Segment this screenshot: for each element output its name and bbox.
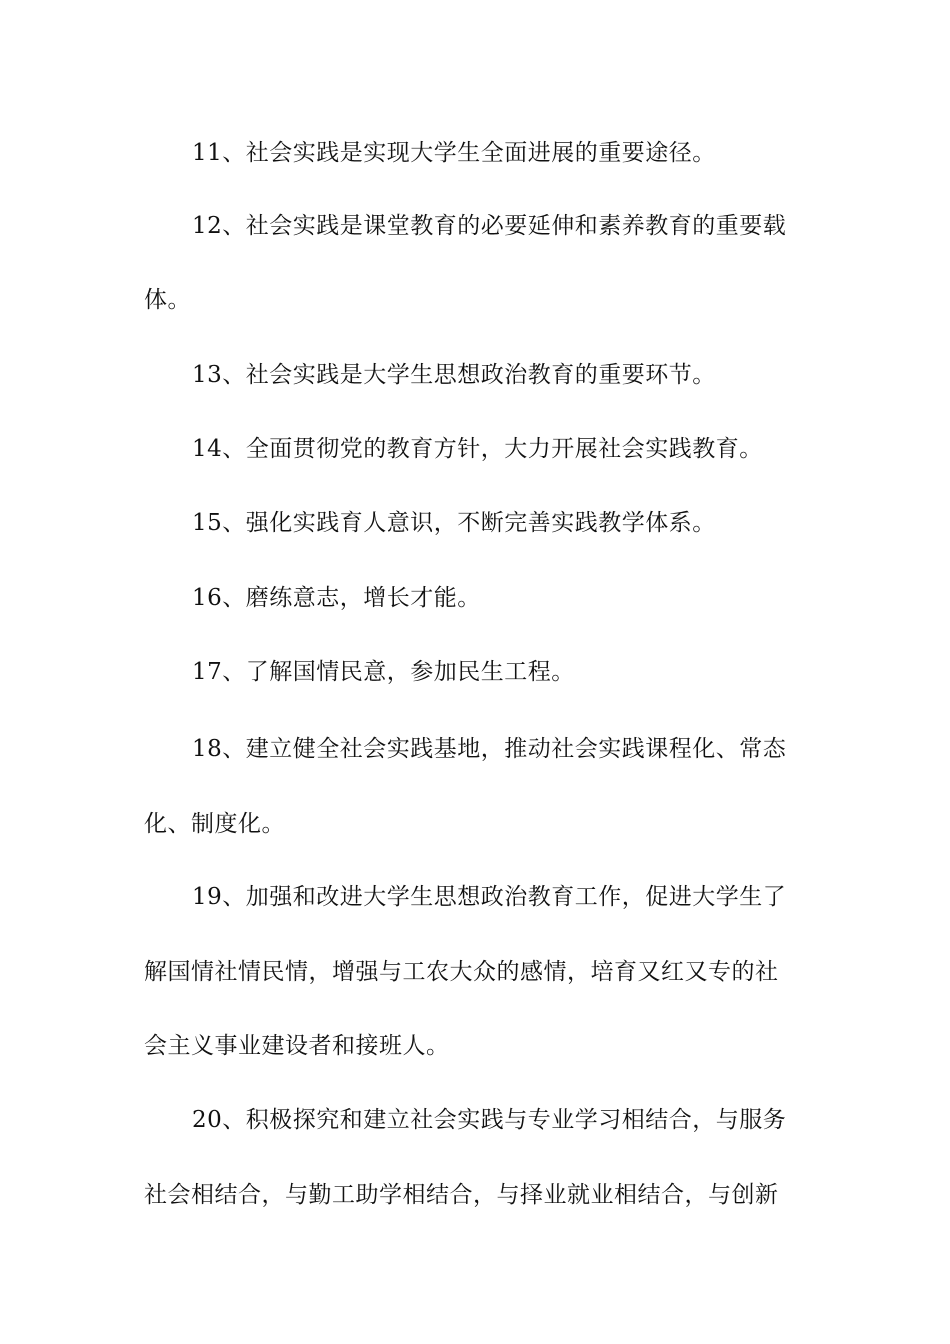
paragraph-13-line-1: 13、社会实践是大学生思想政治教育的重要环节。 bbox=[192, 362, 716, 388]
paragraph-19-line-2: 解国情社情民情，增强与工农大众的感情，培育又红又专的社 bbox=[144, 959, 779, 985]
paragraph-18-line-1: 18、建立健全社会实践基地，推动社会实践课程化、常态 bbox=[192, 736, 787, 762]
paragraph-18-line-2: 化、制度化。 bbox=[144, 811, 285, 837]
paragraph-11-line-1: 11、社会实践是实现大学生全面进展的重要途径。 bbox=[192, 140, 716, 166]
paragraph-20-line-2: 社会相结合，与勤工助学相结合，与择业就业相结合，与创新 bbox=[144, 1182, 779, 1208]
paragraph-20-line-1: 20、积极探究和建立社会实践与专业学习相结合，与服务 bbox=[192, 1107, 787, 1133]
paragraph-12-line-1: 12、社会实践是课堂教育的必要延伸和素养教育的重要载 bbox=[192, 213, 787, 239]
paragraph-19-line-1: 19、加强和改进大学生思想政治教育工作，促进大学生了 bbox=[192, 884, 787, 910]
paragraph-16-line-1: 16、磨练意志，增长才能。 bbox=[192, 585, 481, 611]
paragraph-17-line-1: 17、了解国情民意，参加民生工程。 bbox=[192, 659, 575, 685]
paragraph-15-line-1: 15、强化实践育人意识，不断完善实践教学体系。 bbox=[192, 510, 716, 536]
paragraph-14-line-1: 14、全面贯彻党的教育方针，大力开展社会实践教育。 bbox=[192, 436, 763, 462]
paragraph-12-line-2: 体。 bbox=[144, 287, 191, 313]
paragraph-19-line-3: 会主义事业建设者和接班人。 bbox=[144, 1033, 450, 1059]
